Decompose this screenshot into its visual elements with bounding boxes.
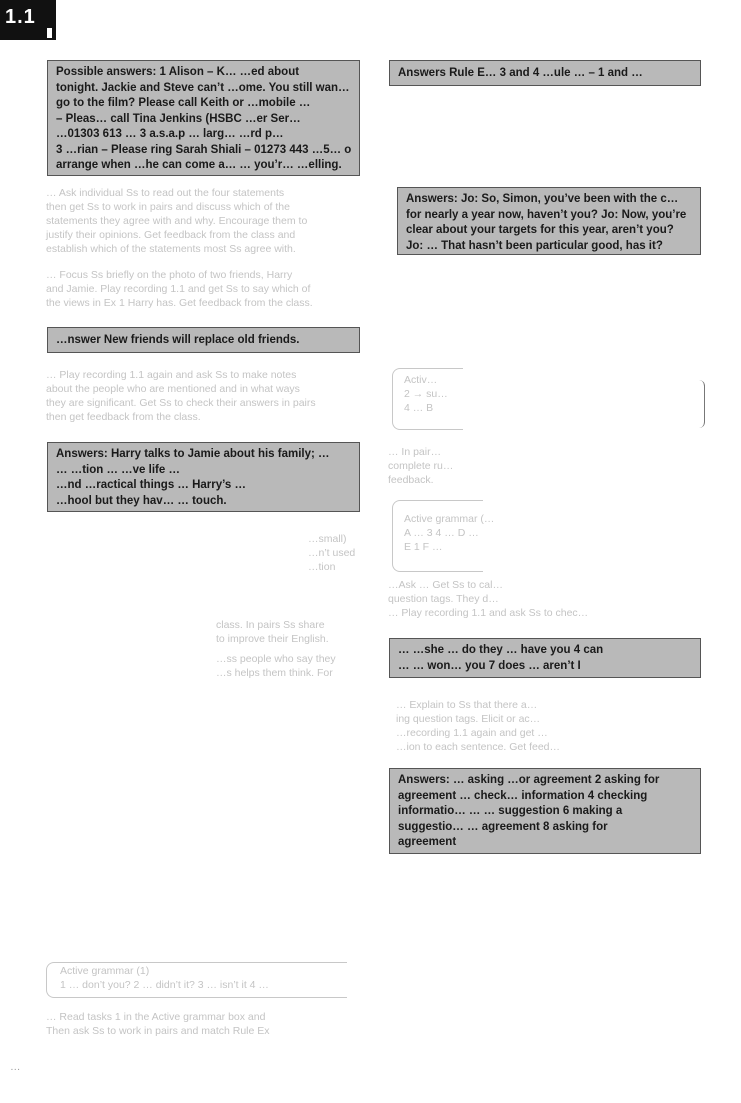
box-line: … … won… you 7 does … aren’t I — [398, 659, 581, 672]
para-line: Active grammar (1) — [60, 965, 150, 977]
box-line: …hool but they hav… … touch. — [56, 494, 227, 507]
para-line: class. In pairs Ss share — [216, 619, 325, 631]
para-line: …s helps them think. For — [216, 667, 333, 679]
fragment-text-3 — [216, 652, 361, 680]
para-line: 1 … don’t you? 2 … didn’t it? 3 … isn’t it 4 … — [60, 979, 269, 991]
answers-box-harry — [47, 442, 360, 512]
answers-box-intonation — [389, 768, 701, 854]
question-tags-instruction — [388, 578, 588, 620]
bracket-close — [698, 380, 705, 428]
box-line: informatio… … … suggestion 6 making a — [398, 805, 623, 817]
para-line: E 1 F … — [404, 541, 443, 553]
para-line: …recording 1.1 again and get … — [396, 727, 548, 739]
para-line: the views in Ex 1 Harry has. Get feedback from the class. — [46, 297, 313, 309]
box-line: go to the film? Please call Keith or …mobile … — [56, 97, 311, 109]
active-grammar-right-text-2 — [404, 512, 494, 554]
para-line: 4 … B — [404, 402, 434, 414]
box-line: Answers Rule E… 3 and 4 …ule … – 1 and … — [398, 67, 643, 79]
answer-box-friends — [47, 327, 360, 353]
para-line: justify their opinions. Get feedback from the class and — [46, 229, 296, 241]
para-line: question tags. They d… — [388, 593, 499, 605]
box-line: …nswer New friends will replace old friends. — [56, 334, 300, 346]
para-line: …ion to each sentence. Get feed… — [396, 741, 561, 753]
para-line: … Read tasks 1 in the Active grammar box and — [46, 1011, 266, 1023]
instruction-paragraph-3 — [46, 368, 361, 424]
box-line: Jo: … That hasn’t been particular good, has it? — [406, 239, 663, 252]
intonation-instruction — [396, 698, 560, 754]
para-line: to improve their English. — [216, 633, 329, 645]
para-line: statements they agree with and why. Encourage them to — [46, 215, 308, 227]
unit-number: 1.1 — [5, 6, 36, 28]
para-line: A … 3 4 … D … — [404, 527, 479, 539]
box-line: agreement … check… information 4 checking — [398, 789, 648, 802]
para-line: 2 → su… — [404, 388, 448, 400]
para-line: Activ… — [404, 374, 438, 386]
fragment-text-2 — [216, 618, 361, 646]
para-line: … Focus Ss briefly on the photo of two friends, Harry — [46, 269, 293, 281]
bottom-paragraph — [46, 1010, 346, 1038]
para-line: they are significant. Get Ss to check their answers in pairs — [46, 397, 316, 409]
box-line: for nearly a year now, haven’t you? Jo: Now, you’re — [406, 208, 687, 221]
para-line: … Explain to Ss that there a… — [396, 699, 538, 711]
box-line: – Pleas… call Tina Jenkins (HSBC …er Ser… — [56, 112, 301, 125]
para-line: …ss people who say they — [216, 653, 336, 665]
para-line: … Play recording 1.1 again and ask Ss to make notes — [46, 369, 297, 381]
answers-box-tags — [389, 638, 701, 678]
answers-box-rules — [389, 60, 701, 86]
box-line: clear about your targets for this year, aren’t you? — [406, 224, 674, 236]
para-line: ing question tags. Elicit or ac… — [396, 713, 541, 725]
box-line: agreement — [398, 836, 457, 848]
box-line: Possible answers: 1 Alison – K… …ed about — [56, 66, 300, 78]
para-line: and Jamie. Play recording 1.1 and get Ss to say which of — [46, 283, 311, 295]
para-line: establish which of the statements most Ss agree with. — [46, 243, 296, 255]
instruction-paragraph-2 — [46, 268, 361, 310]
para-line: complete ru… — [388, 460, 454, 472]
tab-marker — [47, 28, 52, 38]
box-line: Answers: Harry talks to Jamie about his family; … — [56, 448, 330, 460]
box-line: … …tion … …ve life … — [56, 463, 180, 476]
para-line: …Ask … Get Ss to cal… — [388, 579, 503, 591]
para-line: … In pair… — [388, 446, 442, 458]
box-line: arrange when …he can come a… … you’r… …elling. — [56, 159, 342, 171]
para-line: …small) — [308, 533, 347, 545]
box-line: Answers: Jo: So, Simon, you’ve been with the c… — [406, 193, 679, 205]
para-line: then get feedback from the class. — [46, 411, 201, 423]
fragment-text-1 — [308, 532, 355, 574]
possible-answers-box — [47, 60, 360, 176]
active-grammar-text — [60, 964, 350, 992]
pairs-instruction — [388, 445, 453, 487]
para-line: …tion — [308, 561, 336, 573]
para-line: …n’t used — [308, 547, 356, 559]
box-line: suggestio… … agreement 8 asking for — [398, 820, 608, 833]
active-grammar-right-text-1 — [404, 373, 448, 415]
para-line: … Play recording 1.1 and ask Ss to chec… — [388, 607, 589, 619]
page-number: … — [10, 1061, 21, 1073]
box-line: …nd …ractical things … Harry’s … — [56, 479, 247, 491]
para-line: then get Ss to work in pairs and discuss which of the — [46, 201, 290, 213]
box-line: 3 …rian – Please ring Sarah Shiali – 01273 443 …5… o — [56, 143, 352, 156]
answers-box-jo — [397, 187, 701, 255]
box-line: …01303 613 … 3 a.s.a.p … larg… …rd p… — [56, 128, 284, 140]
para-line: … Ask individual Ss to read out the four statements — [46, 187, 285, 199]
para-line: feedback. — [388, 474, 434, 486]
unit-tab — [0, 0, 56, 40]
instruction-paragraph-1 — [46, 186, 361, 256]
para-line: about the people who are mentioned and in what ways — [46, 383, 300, 395]
para-line: Then ask Ss to work in pairs and match Rule Ex — [46, 1025, 270, 1037]
box-line: tonight. Jackie and Steve can’t …ome. You still wan… — [56, 81, 350, 94]
box-line: … …she … do they … have you 4 can — [398, 644, 604, 656]
para-line: Active grammar (… — [404, 513, 495, 525]
box-line: Answers: … asking …or agreement 2 asking for — [398, 774, 660, 786]
